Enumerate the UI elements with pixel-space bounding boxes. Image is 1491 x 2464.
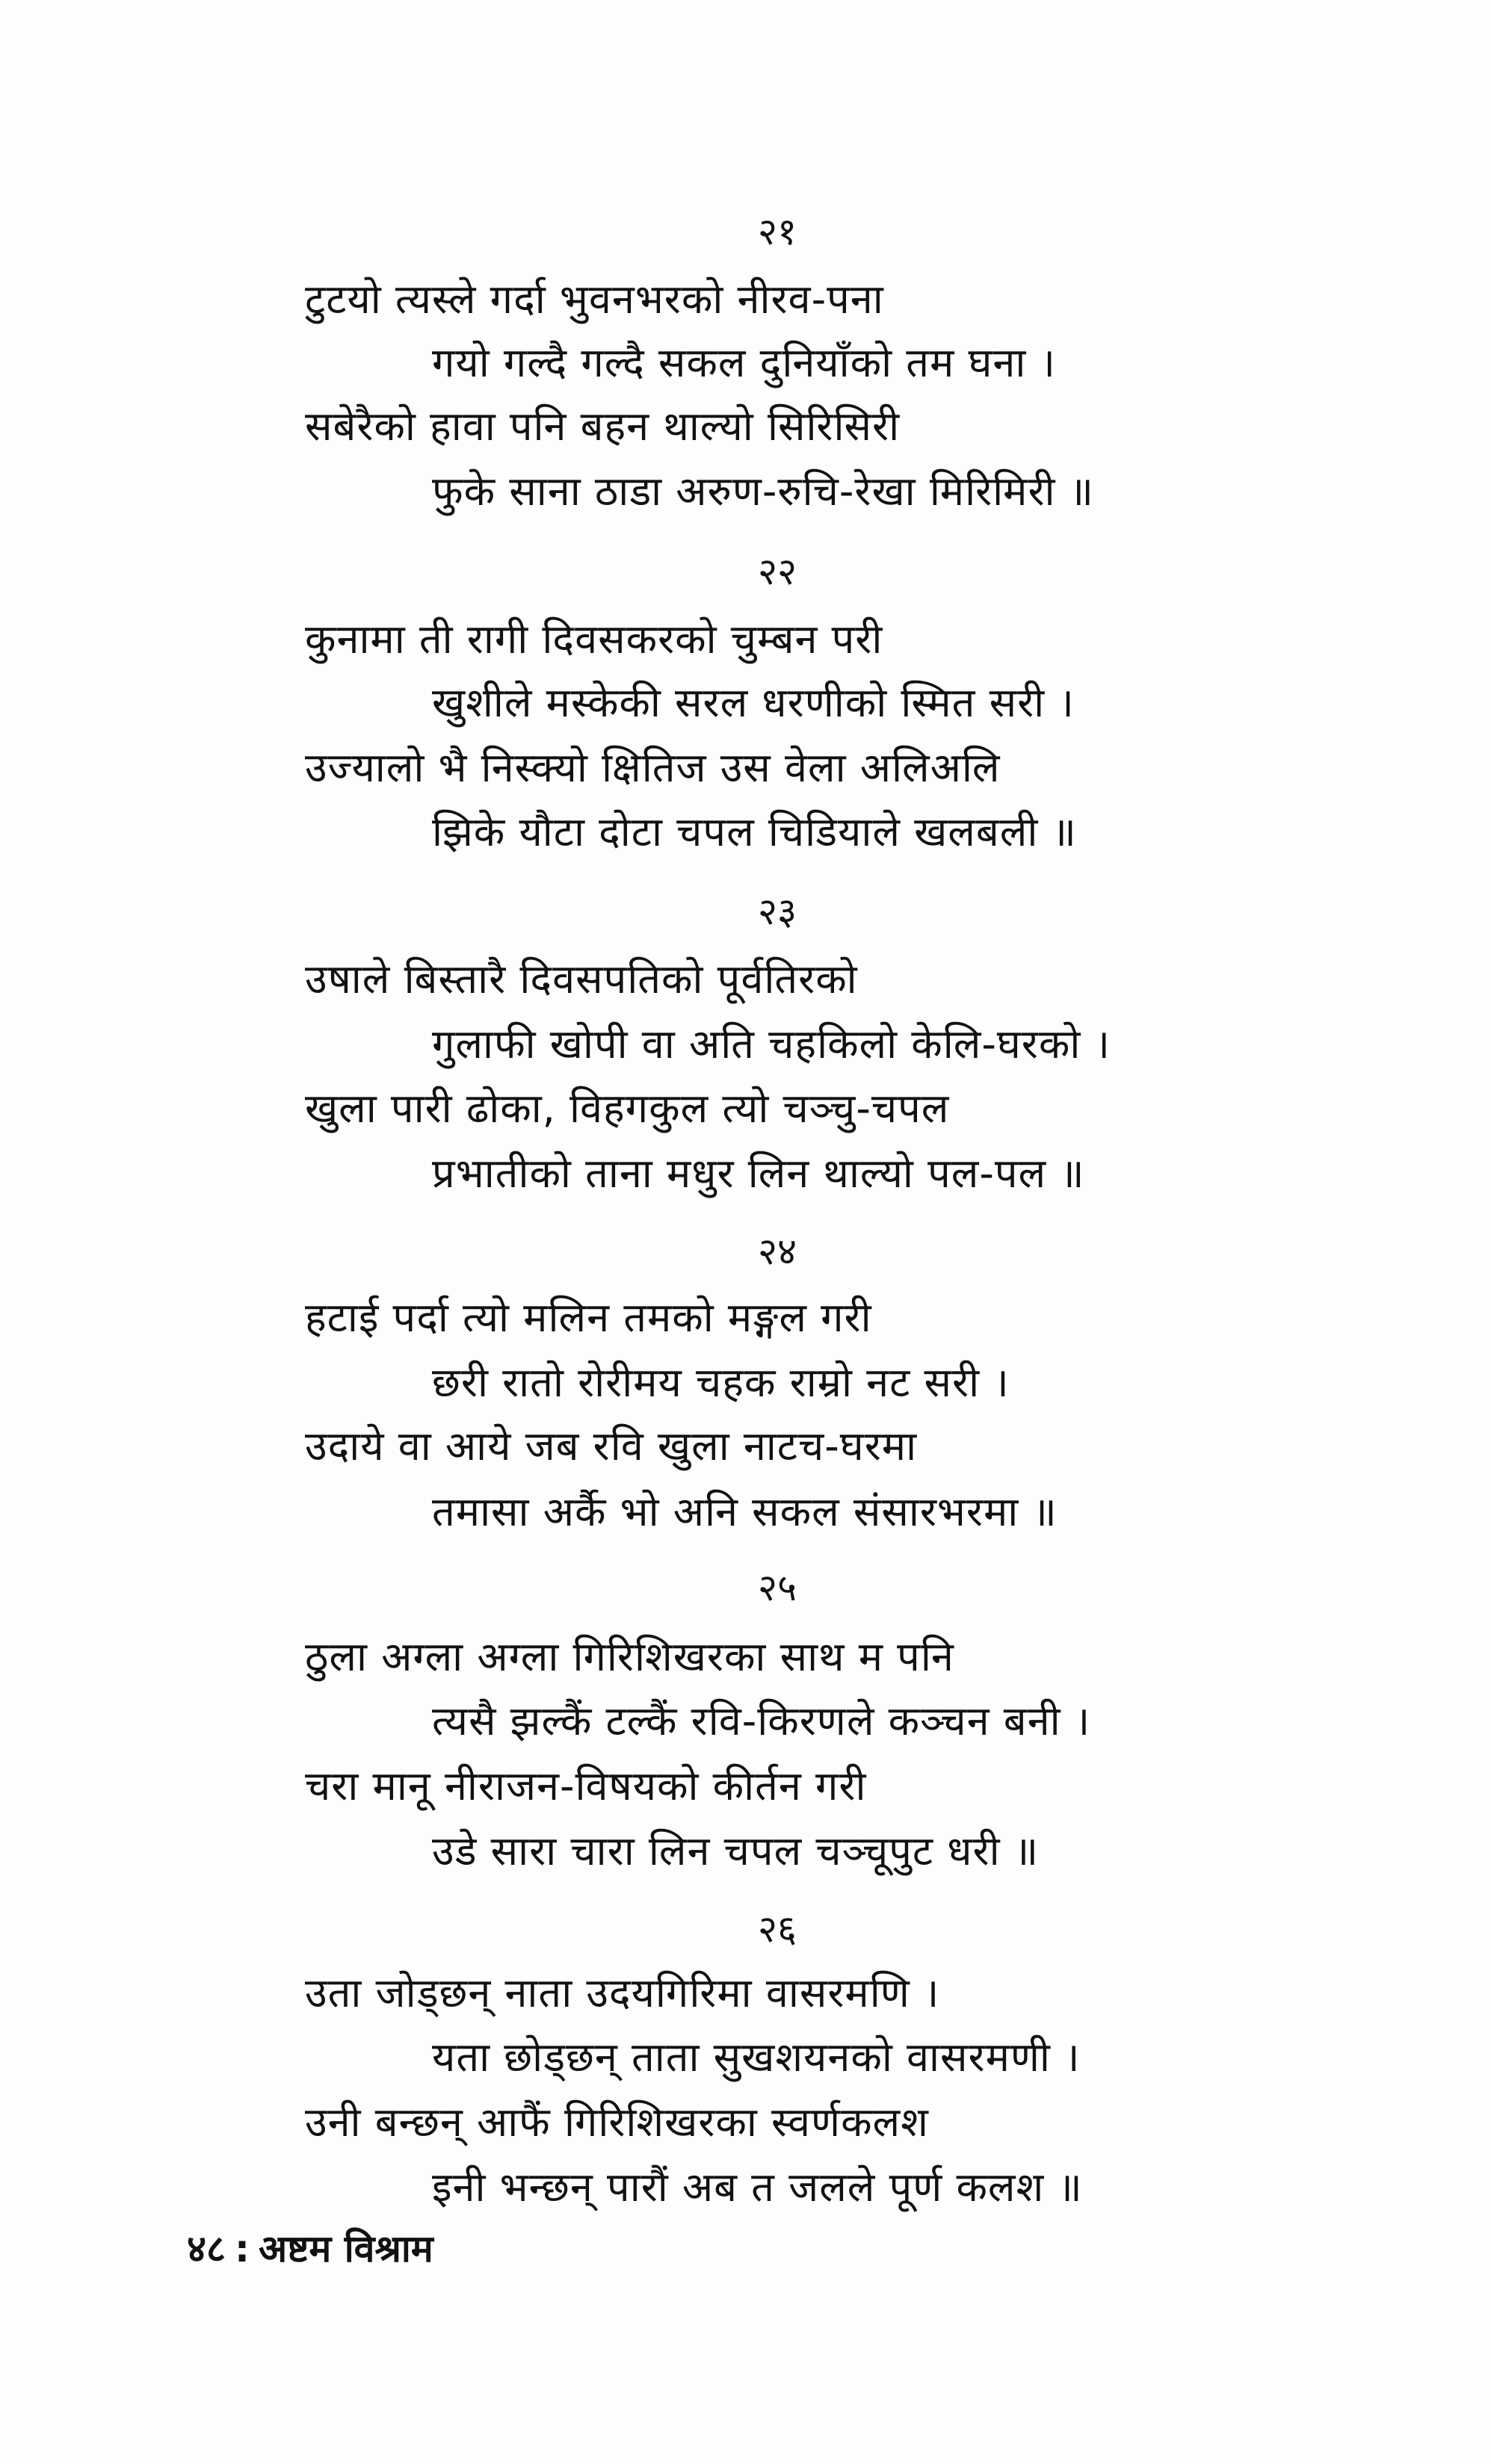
stanza-number: २१ bbox=[758, 210, 797, 253]
verse-line: उडे सारा चारा लिन चपल चञ्चूपुट धरी ॥ bbox=[432, 1827, 1040, 1875]
stanza-number: २६ bbox=[758, 1907, 797, 1951]
verse-line: गयो गल्दै गल्दै सकल दुनियाँको तम घना । bbox=[432, 339, 1056, 386]
page-number: ४८ bbox=[187, 2227, 226, 2270]
verse-line: त्यसै झल्कैं टल्कैं रवि-किरणले कञ्चन बनी । bbox=[432, 1697, 1091, 1745]
verse-line: ठुला अग्ला अग्ला गिरिशिखरका साथ म पनि bbox=[305, 1633, 954, 1680]
verse-line: यता छोड्छन् ताता सुखशयनको वासरमणी । bbox=[432, 2034, 1081, 2081]
verse-line: टुटयो त्यस्ले गर्दा भुवनभरको नीरव-पना bbox=[305, 276, 884, 323]
chapter-title: अष्टम विश्राम bbox=[259, 2227, 433, 2270]
verse-line: उषाले बिस्तारै दिवसपतिको पूर्वतिरको bbox=[305, 956, 858, 1003]
verse-line: इनी भन्छन् पारौं अब त जलले पूर्ण कलश ॥ bbox=[432, 2164, 1083, 2211]
verse-line: फुके साना ठाडा अरुण-रुचि-रेखा मिरिमिरी ॥ bbox=[432, 468, 1095, 515]
verse-line: उज्यालो भै निस्क्यो क्षितिज उस वेला अलिअलि bbox=[305, 744, 1001, 791]
verse-line: हटाई पर्दा त्यो मलिन तमको मङ्गल गरी bbox=[305, 1294, 872, 1341]
verse-line: छरी रातो रोरीमय चहक राम्रो नट सरी । bbox=[432, 1359, 1010, 1406]
verse-line: प्रभातीको ताना मधुर लिन थाल्यो पल-पल ॥ bbox=[432, 1150, 1085, 1197]
stanza-number: २२ bbox=[758, 550, 797, 593]
verse-line: झिके यौटा दोटा चपल चिडियाले खलबली ॥ bbox=[432, 808, 1077, 855]
verse-line: खुला पारी ढोका, विहगकुल त्यो चञ्चु-चपल bbox=[305, 1085, 950, 1132]
stanza-number: २५ bbox=[758, 1566, 797, 1609]
verse-line: उदाये वा आये जब रवि खुला नाटच-घरमा bbox=[305, 1423, 918, 1470]
verse-line: खुशीले मस्केकी सरल धरणीको स्मित सरी । bbox=[432, 679, 1075, 726]
verse-line: उनी बन्छन् आफैं गिरिशिखरका स्वर्णकलश bbox=[305, 2099, 929, 2146]
verse-line: कुनामा ती रागी दिवसकरको चुम्बन परी bbox=[305, 616, 883, 663]
footer-separator: : bbox=[235, 2227, 250, 2270]
verse-line: सबेरैको हावा पनि बहन थाल्यो सिरिसिरी bbox=[305, 403, 901, 450]
stanza-number: २३ bbox=[758, 890, 797, 933]
verse-line: चरा मानू नीराजन-विषयको कीर्तन गरी bbox=[305, 1762, 867, 1810]
stanza-number: २४ bbox=[758, 1230, 797, 1273]
page-footer bbox=[187, 2226, 433, 2271]
verse-line: तमासा अर्कै भो अनि सकल संसारभरमा ॥ bbox=[432, 1488, 1058, 1535]
verse-line: गुलाफी खोपी वा अति चहकिलो केलि-घरको । bbox=[432, 1021, 1111, 1068]
verse-line: उता जोड्छन् नाता उदयगिरिमा वासरमणि । bbox=[305, 1969, 940, 2016]
